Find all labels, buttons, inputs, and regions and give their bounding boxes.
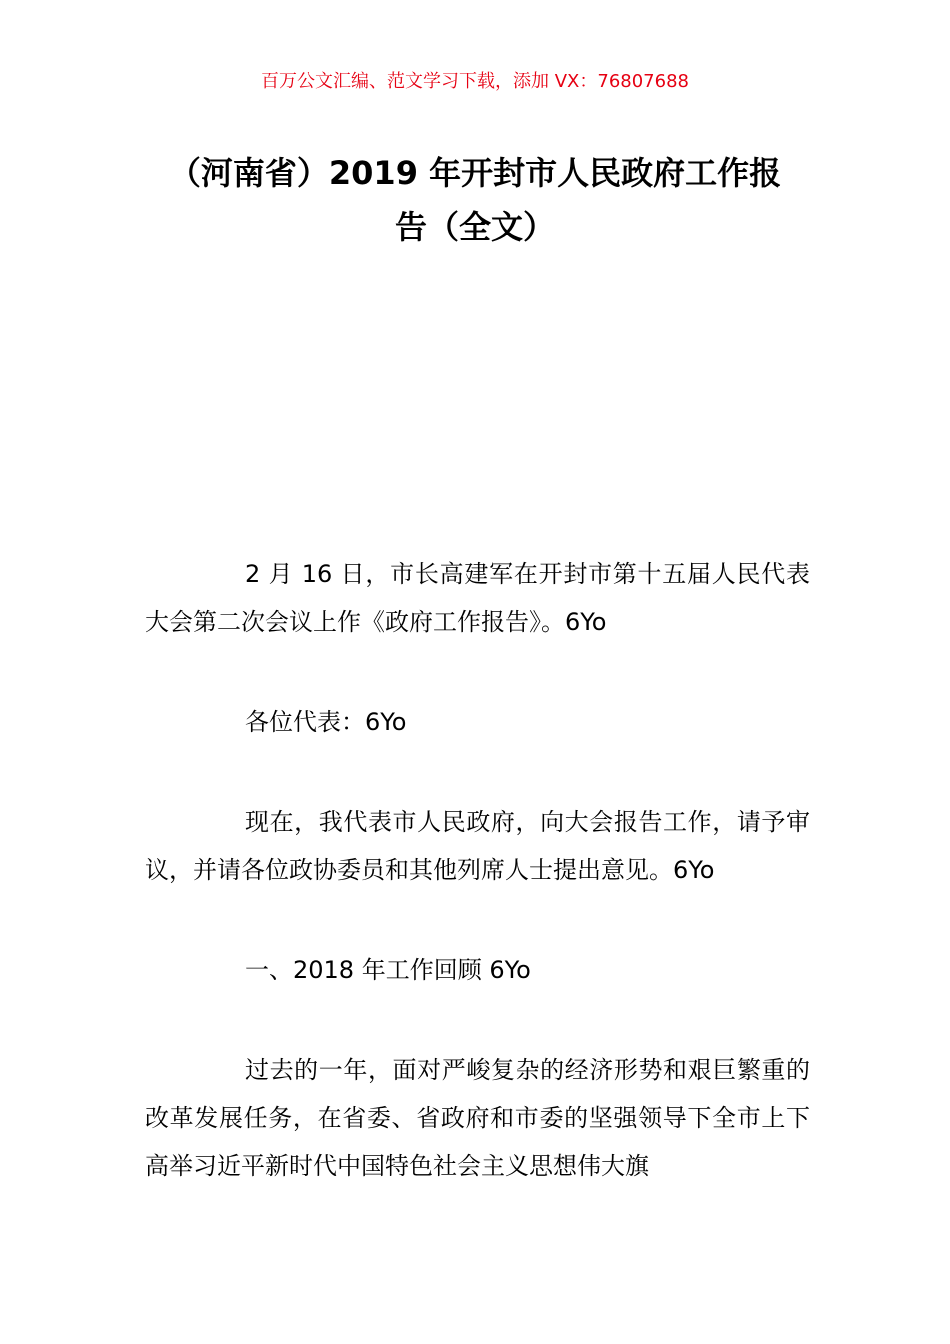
paragraph-review: 过去的一年，面对严峻复杂的经济形势和艰巨繁重的改革发展任务，在省委、省政府和市委的坚强领导下全市上下高举习近平新时代中国特色社会主义思想伟大旗: [145, 1056, 810, 1180]
title-line-2: 告（全文）: [394, 208, 555, 246]
document-title: [120, 146, 830, 254]
paragraph-salutation: 各位代表：6Yo: [245, 708, 407, 736]
paragraph-opening: 现在，我代表市人民政府，向大会报告工作，请予审议，并请各位政协委员和其他列席人士提出意见。6Yo: [145, 808, 810, 884]
section-heading: 一、2018 年工作回顾 6Yo: [245, 956, 531, 984]
paragraph-intro: 2 月 16 日，市长高建军在开封市第十五届人民代表大会第二次会议上作《政府工作报告》。6Yo: [145, 560, 810, 636]
title-line-1: （河南省）2019 年开封市人民政府工作报: [168, 154, 782, 192]
promo-banner: 百万公文汇编、范文学习下载，添加 VX：76807688: [261, 71, 689, 92]
